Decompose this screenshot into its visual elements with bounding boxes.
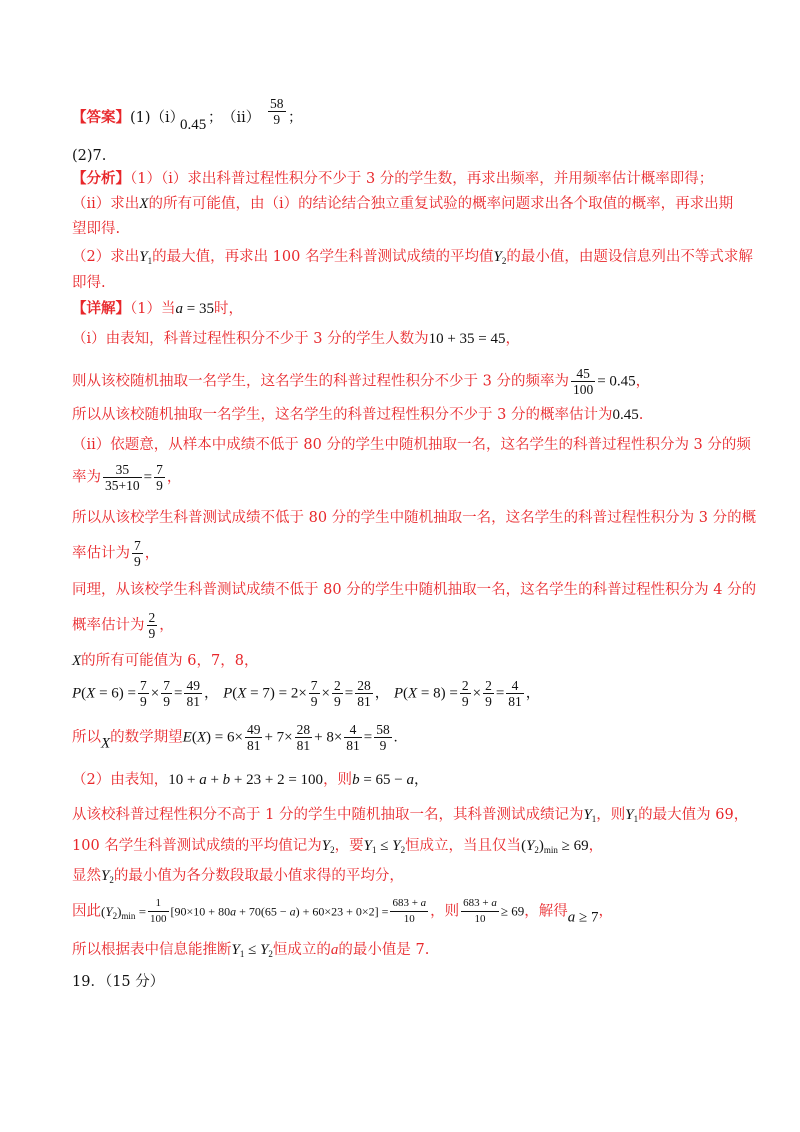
math-b: b = 65 − a <box>352 772 414 788</box>
detail-text-6a: 率为 <box>72 469 101 486</box>
answer-part2 <box>72 146 730 166</box>
math-eq: = <box>143 469 153 486</box>
detail-text-18d: ， <box>598 903 613 920</box>
detail-line-18 <box>72 896 730 930</box>
detail-text-13a: 所以 <box>72 729 101 746</box>
detail-line-16 <box>72 836 730 860</box>
math-eq: = <box>363 729 373 746</box>
math-y1-le-y2: $Y_1 \le Y_2$ <box>363 838 406 855</box>
math-times: × <box>472 685 482 702</box>
fraction-denominator: 9 <box>163 694 170 709</box>
frac <box>506 678 524 709</box>
detail-text-2a: （i）由表知，科普过程性积分不少于 3 分的学生人数为 <box>72 331 429 347</box>
analysis-line-1 <box>72 169 730 189</box>
fraction-denominator: 9 <box>156 478 163 493</box>
detail-text-17b: 的最小值为各分数段取最小值求得的平均分， <box>113 868 404 884</box>
detail-text-19b: 恒成立的 <box>272 942 331 958</box>
frac <box>245 722 263 753</box>
detail-text-18b: ，则 <box>430 903 460 920</box>
answer-value-i: 0.45 <box>180 117 207 133</box>
analysis-label: 【分析】 <box>72 170 130 187</box>
comma: ， <box>203 685 219 702</box>
math-045: 0.45 <box>612 407 639 423</box>
detail-text-16d: ， <box>588 838 604 854</box>
frac <box>148 896 169 927</box>
fraction-denominator: 81 <box>296 738 311 753</box>
math-sum-100: 10 + a + b + 23 + 2 = 100 <box>168 772 324 788</box>
detail-text-19a: 所以根据表中信息能推断 <box>72 942 232 958</box>
math-y2min: $(Y_2)_{min}$ = <box>101 903 147 921</box>
fraction-numerator: 2 <box>334 678 341 693</box>
math-ex: E(X) = 6× <box>182 729 243 746</box>
detail-text-10b: ， <box>159 617 174 634</box>
fraction-denominator: 9 <box>140 694 147 709</box>
detail-text-16b: ，要 <box>334 838 364 854</box>
var-y1: $Y_1$ <box>625 807 639 824</box>
math-y2min-ge-69: $(Y_2)_{min} \ge 69$ <box>521 838 589 855</box>
question-19-text: 19．（15 分） <box>72 974 165 990</box>
comma: ， <box>374 685 390 702</box>
detail-text-14a: （2）由表知， <box>72 772 169 788</box>
math-times: × <box>321 685 330 702</box>
fraction-numerator: 4 <box>506 678 524 694</box>
detail-text-1a: （1）当 <box>130 301 176 317</box>
answer-semicolon-2: ； <box>288 110 303 126</box>
answer-ii-label: （ii） <box>222 110 261 126</box>
fraction-denominator: 9 <box>134 554 141 569</box>
fraction-denominator: 100 <box>150 913 167 925</box>
analysis-text-2b: 的所有可能值，由（i）的结论结合独立重复试验的概率问题求出各个取值的概率，再求出期 <box>148 196 734 212</box>
math-bracket-expr: [90×10 + 80a + 70(65 − a) + 60×23 + 0×2] = <box>170 904 389 919</box>
frac-35-45 <box>103 462 142 493</box>
math-p6: P(X = 6) = <box>72 685 137 702</box>
frac <box>295 722 313 753</box>
var-x: X <box>139 196 149 212</box>
detail-line-10 <box>72 610 730 642</box>
detail-text-8b: ， <box>144 545 160 562</box>
frac <box>461 896 499 927</box>
fraction-numerator: 7 <box>310 678 318 693</box>
fraction-denominator: 10 <box>403 913 415 925</box>
fraction-numerator: 49 <box>186 678 200 693</box>
fraction-numerator: 58 <box>376 722 390 737</box>
fraction-numerator: 7 <box>140 678 147 693</box>
fraction-denominator: 81 <box>357 694 371 709</box>
detail-line-19 <box>72 940 730 964</box>
detail-text-14b: ，则 <box>323 772 353 788</box>
analysis-line-4 <box>72 247 753 271</box>
detail-text-18a: 因此 <box>72 903 101 920</box>
detail-text-11: 的所有可能值为 6，7，8， <box>81 653 259 669</box>
comma: ， <box>413 772 429 788</box>
detail-text-3a: 则从该校随机抽取一名学生，这名学生的科普过程性积分不少于 3 分的频率为 <box>72 373 569 390</box>
detail-text-10a: 概率估计为 <box>72 617 145 634</box>
frac <box>355 678 373 709</box>
frac <box>483 678 494 709</box>
frac <box>332 678 343 709</box>
detail-label: 【详解】 <box>72 300 130 317</box>
detail-text-3b: ， <box>635 373 651 390</box>
var-x: X <box>72 653 82 669</box>
detail-text-5: （ii）依题意，从样本中成绩不低于 80 分的学生中随机抽取一名，这名学生的科普过程性积分为 3 分的频 <box>72 437 751 453</box>
analysis-text-1: （1）（i）求出科普过程性积分不少于 3 分的学生数，再求出频率，并用频率估计概率即得； <box>130 171 714 187</box>
fraction-denominator: 9 <box>485 694 492 709</box>
fraction-denominator: 9 <box>273 112 281 127</box>
frac <box>374 722 392 753</box>
analysis-text-3: 望即得. <box>72 221 121 237</box>
fraction-numerator: 45 <box>571 366 595 382</box>
math-y1-le-y2: $Y_1 \le Y_2$ <box>231 942 273 959</box>
detail-text-7: 所以从该校学生科普测试成绩不低于 80 分的学生中随机抽取一名，这名学生的科普过程性积分为 3 分的概 <box>72 510 757 526</box>
frac-2-9 <box>147 610 158 641</box>
fraction-numerator: 7 <box>163 678 170 693</box>
fraction-denominator: 81 <box>186 694 200 709</box>
detail-line-6 <box>72 462 730 494</box>
var-a: a <box>330 942 339 958</box>
fraction-numerator: 2 <box>485 678 492 693</box>
detail-text-15a: 从该校科普过程性积分不高于 1 分的学生中随机抽取一名，其科普测试成绩记为 <box>72 807 584 823</box>
fraction-denominator: 35+10 <box>105 478 140 493</box>
fraction-numerator: 7 <box>156 462 163 477</box>
detail-text-1b: 时， <box>213 301 243 317</box>
math-a-eq-35: a = 35 <box>175 301 214 317</box>
detail-text-16a: 100 名学生科普测试成绩的平均值记为 <box>72 838 322 854</box>
detail-text-4a: 所以从该校随机抽取一名学生，这名学生的科普过程性积分不少于 3 分的概率估计为 <box>72 407 613 423</box>
detail-text-18c: ，解得 <box>524 903 568 920</box>
detail-text-16c: 恒成立，当且仅当 <box>405 838 522 854</box>
detail-text-2b: ， <box>505 331 521 347</box>
analysis-text-4c: 的最小值，由题设信息列出不等式求解 <box>506 249 753 265</box>
var-y2: $Y_2$ <box>493 249 507 266</box>
detail-line-11 <box>72 651 730 671</box>
frac-7-9 <box>154 462 165 493</box>
fraction-numerator: 2 <box>148 610 156 625</box>
math-p7: P(X = 7) = 2× <box>223 685 307 702</box>
math-a-ge-7: a ≥ 7 <box>567 909 599 926</box>
analysis-text-2a: （ii）求出 <box>72 196 140 212</box>
comma: ， <box>525 685 541 702</box>
analysis-text-5: 即得. <box>72 275 106 291</box>
answer-line <box>72 96 730 144</box>
fraction-numerator: 28 <box>296 722 311 737</box>
detail-line-13-expectation <box>72 722 730 756</box>
answer-label: 【答案】 <box>72 109 130 126</box>
fraction-numerator: 683 + a <box>461 896 499 912</box>
var-y1: $Y_1$ <box>139 249 153 266</box>
detail-text-4b: . <box>638 407 644 423</box>
math-times: × <box>150 685 160 702</box>
period: . <box>393 729 398 746</box>
var-x: X <box>101 735 111 752</box>
detail-line-1 <box>72 299 730 319</box>
answer-fraction-ii <box>268 96 286 127</box>
fraction-numerator: 28 <box>357 678 371 693</box>
fraction-denominator: 81 <box>508 694 522 709</box>
detail-line-5 <box>72 435 751 455</box>
fraction-denominator: 9 <box>461 694 469 709</box>
detail-line-2 <box>72 329 730 349</box>
fraction-numerator: 4 <box>344 722 362 738</box>
detail-line-7 <box>72 508 757 528</box>
detail-text-13b: 的数学期望 <box>110 729 183 746</box>
var-y2: $Y_2$ <box>321 838 335 855</box>
analysis-text-4b: 的最大值，再求出 100 名学生科普测试成绩的平均值 <box>152 249 494 265</box>
fraction-numerator: 49 <box>246 722 261 737</box>
math-eq: = <box>173 685 183 702</box>
detail-line-17 <box>72 866 730 890</box>
var-y1: $Y_1$ <box>583 807 597 824</box>
question-19-header <box>72 972 730 992</box>
detail-line-3 <box>72 366 730 396</box>
frac <box>390 896 428 927</box>
fraction-denominator: 9 <box>379 738 387 753</box>
math-sum-45: 10 + 35 = 45 <box>428 331 506 347</box>
math-ge-69: ≥ 69 <box>500 903 525 919</box>
fraction-numerator: 35 <box>103 462 142 478</box>
analysis-line-3 <box>72 219 730 239</box>
answer-part1: (1)（i） <box>130 110 185 126</box>
frac <box>161 678 172 709</box>
detail-text-6b: ， <box>166 469 182 486</box>
frac <box>309 678 320 709</box>
detail-text-19c: 的最小值是 7. <box>338 942 430 958</box>
fraction-denominator: 9 <box>310 694 318 709</box>
math-eq: = <box>344 685 354 702</box>
var-y2: $Y_2$ <box>101 868 114 885</box>
fraction-numerator: 58 <box>270 96 284 111</box>
analysis-text-4a: （2）求出 <box>72 249 140 265</box>
fraction-denominator: 81 <box>346 738 360 753</box>
analysis-line-2 <box>72 194 734 214</box>
frac <box>138 678 149 709</box>
answer-semicolon-1: ； <box>208 110 223 126</box>
analysis-line-5 <box>72 273 730 293</box>
frac <box>460 678 471 709</box>
frac <box>184 678 202 709</box>
detail-line-8 <box>72 538 730 570</box>
detail-line-12-probabilities <box>72 678 730 712</box>
math-eq: = <box>495 685 505 702</box>
fraction-denominator: 81 <box>246 738 261 753</box>
frac-7-9-b <box>132 538 143 569</box>
fraction-denominator: 10 <box>474 913 486 925</box>
math-plus: + 8× <box>314 729 343 746</box>
fraction-denominator: 9 <box>148 626 156 641</box>
detail-line-4 <box>72 405 730 425</box>
fraction-numerator: 1 <box>148 896 169 912</box>
detail-text-9: 同理，从该校学生科普测试成绩不低于 80 分的学生中随机抽取一名，这名学生的科普过程性积分为 4 分的 <box>72 582 757 598</box>
answer-part2-text: (2)7. <box>72 148 107 164</box>
detail-line-14 <box>72 770 730 790</box>
detail-text-17a: 显然 <box>72 868 101 884</box>
frac <box>344 722 362 753</box>
fraction-denominator: 9 <box>334 694 341 709</box>
fraction-numerator: 2 <box>461 678 469 693</box>
fraction-numerator: 683 + a <box>390 896 428 912</box>
frac-45-100 <box>571 366 595 397</box>
math-p8: P(X = 8) = <box>393 685 458 702</box>
math-plus: + 7× <box>264 729 293 746</box>
detail-text-15b: ，则 <box>596 807 626 823</box>
detail-text-15c: 的最大值为 69， <box>638 807 749 823</box>
detail-line-9 <box>72 580 757 600</box>
math-eq-045: = 0.45 <box>597 373 636 390</box>
fraction-numerator: 7 <box>134 538 141 553</box>
detail-text-8a: 率估计为 <box>72 545 130 562</box>
fraction-denominator: 100 <box>572 382 594 397</box>
detail-line-15 <box>72 805 749 829</box>
